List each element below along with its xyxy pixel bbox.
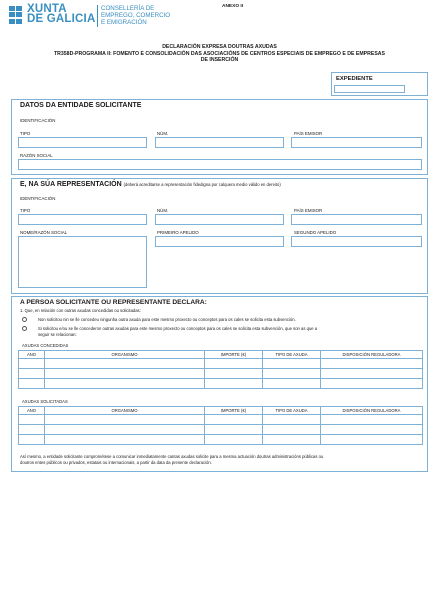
table-cell[interactable] [321,359,423,369]
xunta-logo-icon [9,6,23,24]
column-header: IMPORTE (€) [205,351,263,359]
table-cell[interactable] [263,415,321,425]
option-other-aid-label: Si solicitou e/ou se lle concederon outras axudas para este mesmo proxecto ou conceptos para os cales se solicita esta subvención, que son as que a [38,326,318,331]
column-header: TIPO DE AXUDA [263,351,321,359]
applicant-tipo-input[interactable] [18,137,147,148]
column-header: DISPOSICIÓN REGULADORA [321,407,423,415]
document-program-line: TR358D-PROGRAMA II: FOMENTO E CONSOLIDACIÓN DAS ASOCIACIÓNS DE CENTROS ESPECIAIS DE EMPREGO E DE EMPRESAS [54,51,385,57]
representative-pais-label: PAÍS EMISOR [294,208,323,213]
table-cell[interactable] [321,379,423,389]
declaration-section-title: A PERSOA SOLICITANTE OU REPRESENTANTE DECLARA: [20,299,207,306]
document-title: DECLARACIÓN EXPRESA DOUTRAS AXUDAS [162,44,277,50]
representative-pais-input[interactable] [291,214,422,225]
option-other-aid-label-cont: seguir se relacionan: [38,332,77,337]
table-cell[interactable] [205,359,263,369]
representative-nome-label: NOME/RAZÓN SOCIAL [20,230,68,235]
commitment-text-line-1: Así mesmo, a entidade solicitante comprométese a comunicar inmediatamente cantas axudas solicite para a mesma actuación doutras administracións públicas ou [20,454,324,459]
expediente-label: EXPEDIENTE [336,76,373,82]
table-cell[interactable] [205,435,263,445]
table-cell[interactable] [205,415,263,425]
table-cell[interactable] [321,415,423,425]
table-cell[interactable] [19,435,45,445]
applicant-razon-input[interactable] [18,159,422,170]
declaration-question-1: 1. Que, en relación con outras axudas concedidas ou solicitadas: [20,308,141,313]
table-row [19,359,423,369]
table-cell[interactable] [45,379,205,389]
requested-aid-table [18,406,423,445]
column-header: TIPO DE AXUDA [263,407,321,415]
applicant-tipo-label: TIPO [20,131,31,136]
applicant-pais-input[interactable] [291,137,422,148]
representative-section-title [20,181,281,189]
applicant-pais-label: PAÍS EMISOR [294,131,323,136]
logo-divider [97,5,98,27]
representative-apel2-label: SEGUNDO APELIDO [294,230,337,235]
commitment-text-line-2: doutros entes públicos ou privados, estatais ou internacionais, a partir da data da presente declaración. [20,460,212,465]
representative-title-text: E, NA SÚA REPRESENTACIÓN [20,181,122,188]
table-row [19,425,423,435]
ministry-name [101,5,170,26]
table-cell[interactable] [45,359,205,369]
brand-line-2: DE GALICIA [27,13,96,25]
table-cell[interactable] [45,369,205,379]
representative-identification-label: IDENTIFICACIÓN [20,196,56,201]
brand-name [27,4,95,24]
column-header: ORGANISMO [45,351,205,359]
applicant-num-input[interactable] [155,137,284,148]
representative-tipo-input[interactable] [18,214,147,225]
table-cell[interactable] [45,425,205,435]
brand-line-1: XUNTA [27,3,67,15]
table-cell[interactable] [263,379,321,389]
applicant-num-label: NÚM. [157,131,169,136]
document-program-line-2: DE INSERCIÓN [200,57,239,63]
table-cell[interactable] [321,369,423,379]
table-cell[interactable] [263,425,321,435]
table-cell[interactable] [205,425,263,435]
table-row [19,435,423,445]
representative-nome-input[interactable] [18,236,147,288]
granted-aid-table [18,350,423,389]
table-row [19,415,423,425]
representative-apel1-input[interactable] [155,236,284,247]
table-cell[interactable] [19,379,45,389]
table-cell[interactable] [263,435,321,445]
table-cell[interactable] [263,359,321,369]
table-cell[interactable] [263,369,321,379]
column-header: ANO [19,351,45,359]
table-cell[interactable] [45,415,205,425]
representative-num-input[interactable] [155,214,284,225]
table-cell[interactable] [19,415,45,425]
table-row [19,379,423,389]
representative-num-label: NÚM. [157,208,169,213]
column-header: ORGANISMO [45,407,205,415]
table-cell[interactable] [19,369,45,379]
applicant-section-title: DATOS DA ENTIDADE SOLICITANTE [20,102,142,109]
ministry-line-1: CONSELLERÍA DE [101,5,155,12]
table-cell[interactable] [19,359,45,369]
table-cell[interactable] [321,425,423,435]
option-no-other-aid-radio[interactable] [22,317,27,322]
table-cell[interactable] [45,435,205,445]
table-row [19,369,423,379]
granted-aid-label: AXUDAS CONCEDIDAS [22,343,69,348]
column-header: DISPOSICIÓN REGULADORA [321,351,423,359]
applicant-razon-label: RAZÓN SOCIAL [20,153,53,158]
annex-label: ANEXO II [222,4,244,9]
requested-aid-header-row [19,407,423,415]
requested-aid-label: AXUDAS SOLICITADAS [22,399,68,404]
applicant-identification-label: IDENTIFICACIÓN [20,118,56,123]
option-no-other-aid-label: Non solicitou nin se lle concedeu ningunha outra axuda para este mesmo proxecto ou conceptos para os cales se solicita esta subvención. [38,317,296,322]
granted-aid-header-row [19,351,423,359]
representative-apel1-label: PRIMEIRO APELIDO [157,230,199,235]
table-cell[interactable] [205,379,263,389]
option-other-aid-radio[interactable] [22,326,27,331]
column-header: IMPORTE (€) [205,407,263,415]
expediente-input[interactable] [334,85,405,93]
ministry-line-2: EMPREGO, COMERCIO [101,12,171,19]
representative-tipo-label: TIPO [20,208,31,213]
representative-title-note: (deberá acreditarse a representación fidedigna por calquera medio válido en dereito) [123,182,281,187]
table-cell[interactable] [205,369,263,379]
column-header: ANO [19,407,45,415]
table-cell[interactable] [19,425,45,435]
ministry-line-3: E EMIGRACIÓN [101,19,147,26]
table-cell[interactable] [321,435,423,445]
representative-apel2-input[interactable] [291,236,422,247]
